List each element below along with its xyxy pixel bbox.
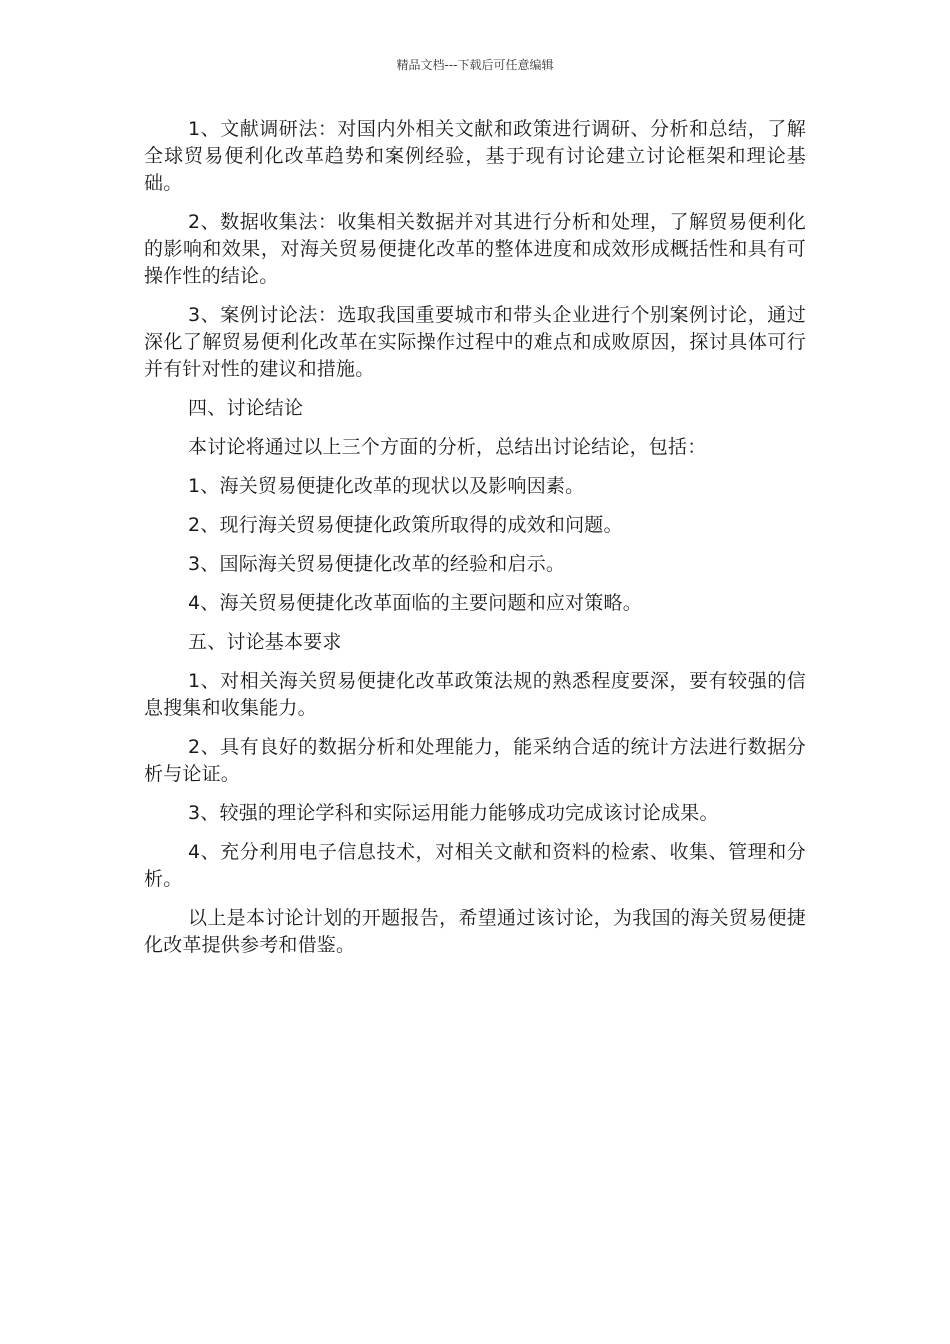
conclusion-item-2: 2、现行海关贸易便捷化政策所取得的成效和问题。	[188, 514, 623, 536]
paragraph-method-data: 2、数据收集法：收集相关数据并对其进行分析和处理，了解贸易便利化的影响和效果，对海关贸易便捷化改革的整体进度和成效形成概括性和具有可操作性的结论。	[144, 211, 806, 287]
section-heading-requirements: 五、讨论基本要求	[188, 631, 342, 653]
conclusion-item-1: 1、海关贸易便捷化改革的现状以及影响因素。	[188, 475, 585, 497]
conclusion-item-4: 4、海关贸易便捷化改革面临的主要问题和应对策略。	[188, 592, 642, 614]
paragraph-method-literature: 1、文献调研法：对国内外相关文献和政策进行调研、分析和总结，了解全球贸易便利化改革趋势和案例经验，基于现有讨论建立讨论框架和理论基础。	[144, 118, 806, 194]
page-header: 精品文档---下载后可任意编辑	[396, 58, 554, 72]
requirement-item-3: 3、较强的理论学科和实际运用能力能够成功完成该讨论成果。	[188, 802, 719, 824]
requirement-item-4: 4、充分利用电子信息技术，对相关文献和资料的检索、收集、管理和分析。	[144, 841, 806, 890]
conclusion-item-3: 3、国际海关贸易便捷化改革的经验和启示。	[188, 553, 566, 575]
requirement-item-1: 1、对相关海关贸易便捷化改革政策法规的熟悉程度要深，要有较强的信息搜集和收集能力。	[144, 670, 806, 719]
paragraph-closing: 以上是本讨论计划的开题报告，希望通过该讨论，为我国的海关贸易便捷化改革提供参考和借鉴。	[144, 907, 806, 956]
paragraph-conclusion-intro: 本讨论将通过以上三个方面的分析，总结出讨论结论，包括：	[188, 436, 707, 458]
section-heading-conclusion: 四、讨论结论	[188, 397, 304, 419]
paragraph-method-case: 3、案例讨论法：选取我国重要城市和带头企业进行个别案例讨论，通过深化了解贸易便利化改革在实际操作过程中的难点和成败原因，探讨具体可行并有针对性的建议和措施。	[144, 304, 806, 380]
document-body	[144, 116, 806, 971]
requirement-item-2: 2、具有良好的数据分析和处理能力，能采纳合适的统计方法进行数据分析与论证。	[144, 736, 806, 785]
